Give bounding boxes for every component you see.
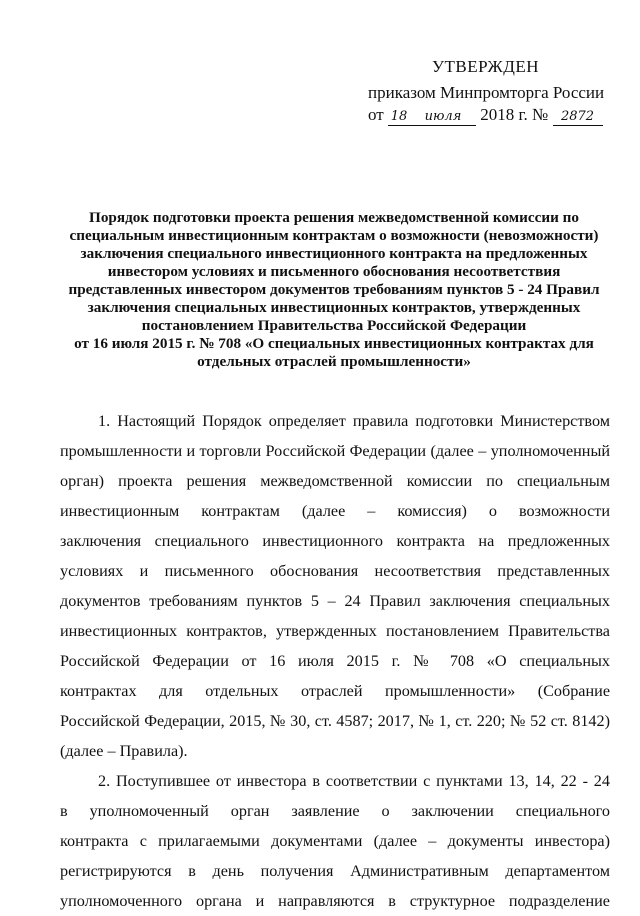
title-line: специальным инвестиционным контрактам о возможности (невозможности) <box>69 227 599 244</box>
paragraph-1-line: условиях и письменного обоснования несоответствия представленных <box>60 562 610 580</box>
paragraph-1-line: заключения специального инвестиционного контракта на предложенных <box>60 532 610 550</box>
approval-order-line: приказом Минпромторга России <box>368 83 605 102</box>
title-line: инвестором условиях и письменного обоснования несоответствия <box>107 263 561 280</box>
document-body <box>60 406 610 916</box>
paragraph-1-line: документов требованиям пунктов 5 – 24 Правил заключения специальных <box>60 592 610 610</box>
handwritten-month: июля <box>410 109 476 126</box>
paragraph-1-line: инвестиционных контрактов, утвержденных постановлением Правительства <box>60 622 610 640</box>
paragraph-1-line: (далее – Правила). <box>60 742 188 760</box>
title-line: от 16 июля 2015 г. № 708 «О специальных инвестиционных контрактах для <box>74 335 594 352</box>
paragraph-1-line: Российской Федерации от 16 июля 2015 г. № 708 «О специальных <box>60 652 610 670</box>
year-label: 2018 г. № <box>480 105 549 124</box>
handwritten-order-number: 2872 <box>553 109 603 126</box>
date-from-label: от <box>368 105 384 124</box>
paragraph-2-line: 2. Поступившее от инвестора в соответствии с пунктами 13, 14, 22 - 24 <box>98 772 610 790</box>
title-line: Порядок подготовки проекта решения межведомственной комиссии по <box>89 209 579 226</box>
paragraph-2-line: контракта с прилагаемыми документами (далее – документы инвестора) <box>60 832 610 850</box>
paragraph-2-line: в уполномоченный орган заявление о заключении специального <box>60 802 610 820</box>
approval-stamp <box>368 56 618 126</box>
paragraph-1-line: инвестиционным контрактам (далее – комиссия) о возможности <box>60 502 610 520</box>
title-line: постановлением Правительства Российской Федерации <box>141 317 527 334</box>
title-line: заключения специальных инвестиционных контрактов, утвержденных <box>87 299 581 316</box>
title-line: заключения специального инвестиционного контракта на предложенных <box>80 245 588 262</box>
paragraph-1-line: 1. Настоящий Порядок определяет правила подготовки Министерством <box>98 412 610 430</box>
approval-date-line <box>368 104 618 126</box>
title-line: представленных инвестором документов требованиям пунктов 5 - 24 Правил <box>68 281 600 298</box>
paragraph-2-line: регистрируются в день получения Административным департаментом <box>60 862 610 880</box>
paragraph-1-line: орган) проекта решения межведомственной комиссии по специальным <box>60 472 610 490</box>
approval-title: УТВЕРЖДЕН <box>432 57 539 76</box>
document-title <box>60 209 608 371</box>
paragraph-1-line: промышленности и торговли Российской Федерации (далее – уполномоченный <box>60 442 610 460</box>
paragraph-2-line: уполномоченного органа и направляются в структурное подразделение <box>60 892 610 910</box>
handwritten-day: 18 <box>388 109 410 126</box>
title-line: отдельных отраслей промышленности» <box>197 353 471 370</box>
paragraph-1-line: контрактах для отдельных отраслей промышленности» (Собрание <box>60 682 610 700</box>
paragraph-1-line: Российской Федерации, 2015, № 30, ст. 4587; 2017, № 1, ст. 220; № 52 ст. 8142) <box>60 712 610 730</box>
